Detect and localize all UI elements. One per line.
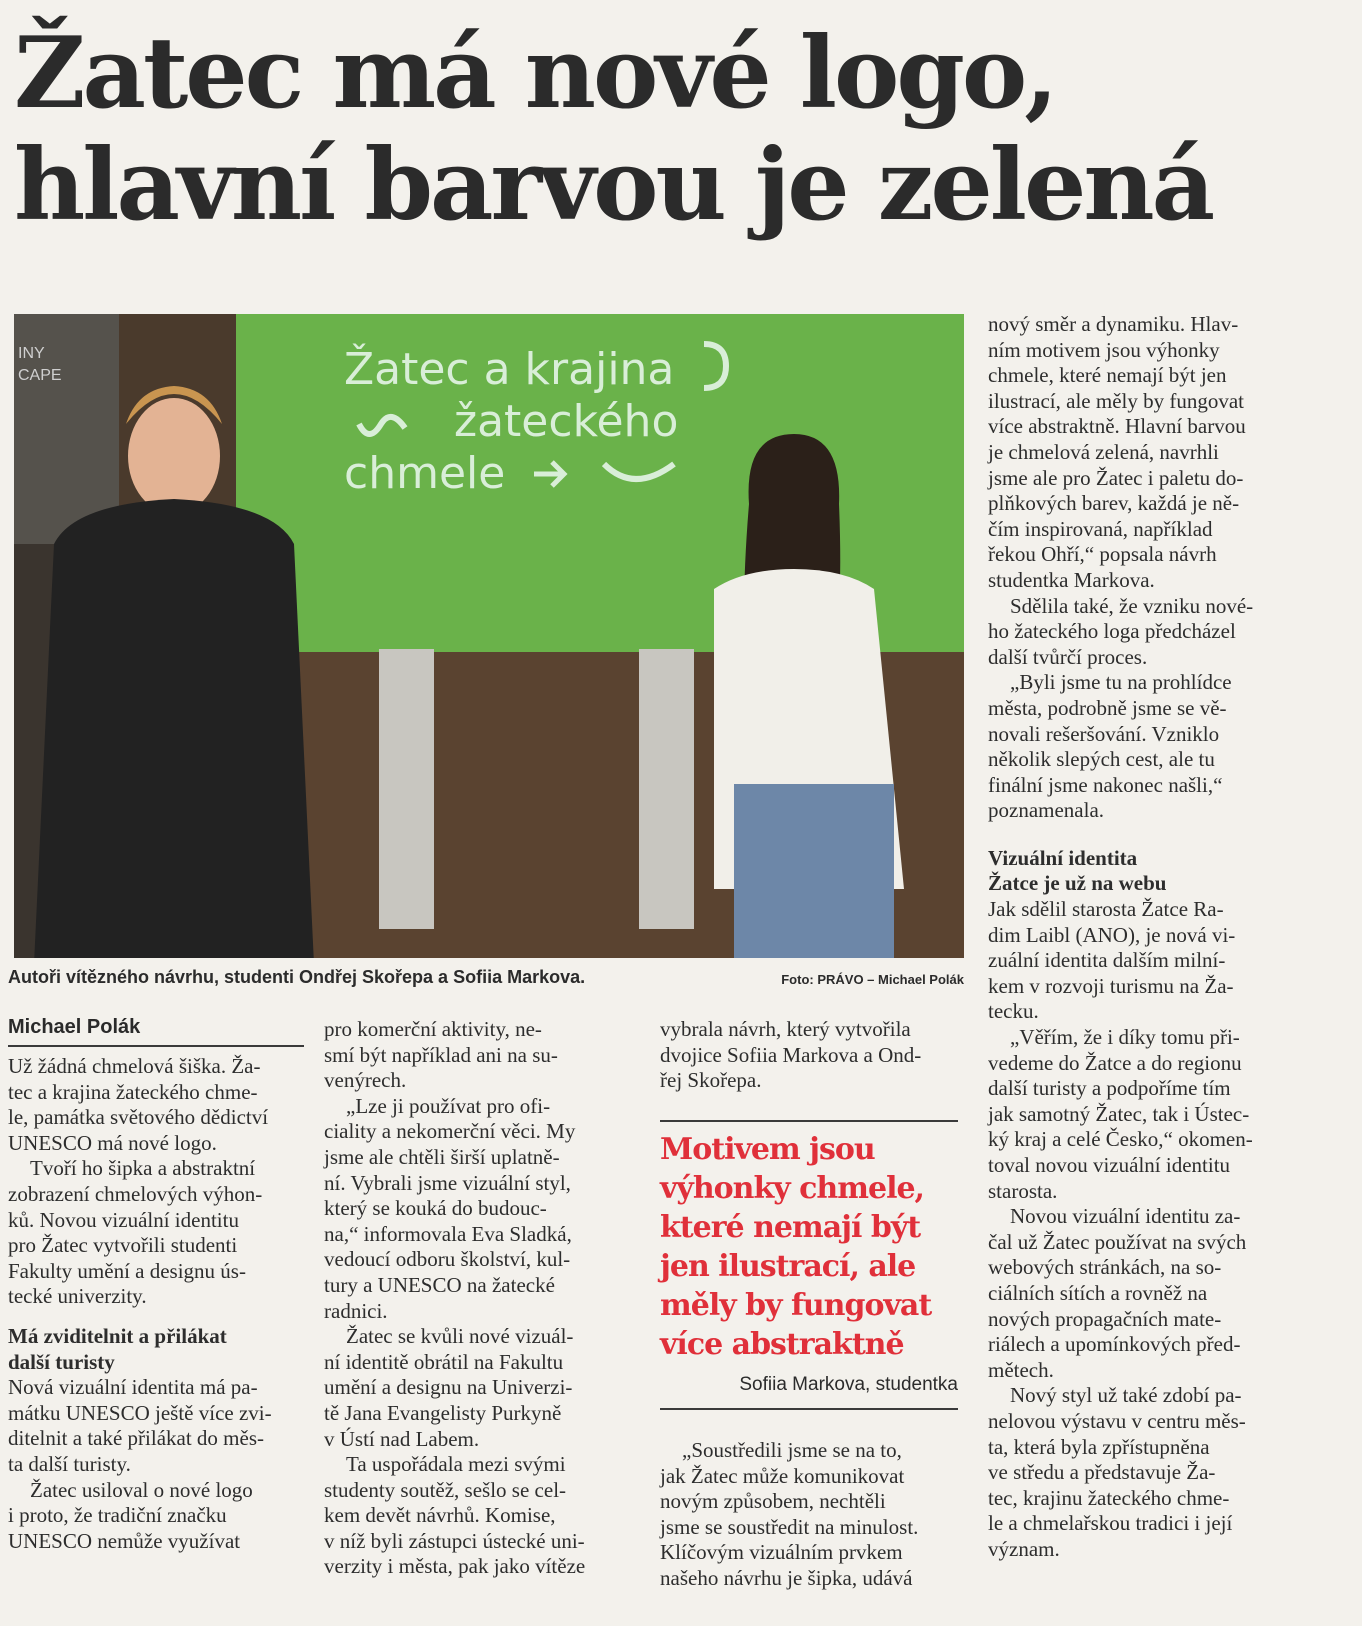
photo-credit: Foto: PRÁVO – Michael Polák	[781, 972, 964, 987]
paragraph: nový směr a dynamiku. Hlav- ním motivem jsou výhonky chmele, které nemají být jen ilustrací, ale měly by fungovat více abstraktně. Hlavní barvou je chmelová zelená, navrhli jsme ale pro Žatec i paletu do- plňkových barev, každá je ně- čím inspirovaná, například řekou Ohří,“ popsala návrh studentka Markova.	[988, 312, 1246, 592]
paragraph: Sdělila také, že vzniku nové- ho žateckého loga předcházel další tvůrčí proces.	[988, 593, 1254, 669]
column-1	[8, 1054, 308, 1554]
pullquote-rule-top	[660, 1120, 958, 1122]
column-2	[324, 1017, 634, 1580]
pullquote-rule-bottom	[660, 1408, 958, 1410]
paragraph: „Věřím, že i díky tomu při- vedeme do Žatce a do regionu další turisty a podpoříme tím jak samotný Žatec, tak i Ústec- ký kraj a celé Česko,“ okomen- toval novou vizuální identitu starosta.	[988, 1025, 1253, 1203]
headline-line-1: Žatec má nové logo,	[14, 16, 1056, 131]
paragraph: pro komerční aktivity, ne- smí být například ani na su- venýrech.	[324, 1017, 558, 1093]
headline-line-2: hlavní barvou je zelená	[14, 128, 1213, 243]
paragraph: Novou vizuální identitu za- čal už Žatec používat na svých webových stránkách, na so- ciálních sítích a rovněž na nových propagačních mate- riálech a upomínkových před- mětech.	[988, 1204, 1247, 1382]
stand-right	[639, 649, 694, 929]
paragraph: „Byli jsme tu na prohlídce města, podrobně jsme se vě- novali rešeršování. Vzniklo několik slepých cest, ale tu finální jsme nakonec našli,“ poznamenala.	[988, 670, 1232, 823]
photo-illustration	[14, 314, 964, 958]
paragraph: Žatec usiloval o nové logo i proto, že tradiční značku UNESCO nemůže využívat	[8, 1477, 253, 1553]
paragraph: Žatec se kvůli nové vizuál- ní identitě obrátil na Fakultu umění a designu na Univerzi- tě Jana Evangelisty Purkyně v Ústí nad Labem.	[324, 1324, 574, 1451]
subheading: Má zviditelnit a přilákat další turisty	[8, 1323, 227, 1374]
stand-left	[379, 649, 434, 929]
paragraph: „Soustředili jsme se na to, jak Žatec může komunikovat novým způsobem, nechtěli jsme se soustředit na minulost. Klíčovým vizuálním prvkem našeho návrhu je šipka, udává	[660, 1438, 919, 1590]
headline	[14, 18, 1344, 242]
column-3-continued	[660, 1438, 960, 1592]
article-photo	[14, 314, 964, 958]
screen-line-1: Žatec a krajina	[344, 344, 675, 395]
paragraph: Ta uspořádala mezi svými studenty soutěž, sešlo se cel- kem devět návrhů. Komise, v níž byli zástupci ústecké uni- verzity i města, pak jako vítěze	[324, 1452, 586, 1579]
photo-caption: Autoři vítězného návrhu, studenti Ondřej Skořepa a Sofiia Markova.	[8, 967, 586, 987]
wall-text-2: CAPE	[18, 367, 62, 384]
paragraph: Tvoří ho šipka a abstraktní zobrazení chmelových výhon- ků. Novou vizuální identitu pro Žatec vytvořili studenti Fakulty umění a designu ús- tecké univerzity.	[8, 1156, 263, 1309]
paragraph: Jak sdělil starosta Žatce Ra- dim Laibl (ANO), je nová vi- zuální identita dalším milní- kem v rozvoji turismu na Ža- tecku.	[988, 897, 1236, 1024]
byline-rule	[8, 1045, 304, 1047]
wall-text-1: INY	[18, 345, 45, 362]
pull-quote: Motivem jsou výhonky chmele, které nemají být jen ilustrací, ale měly by fungovat více abstraktně	[660, 1132, 932, 1362]
paragraph: „Lze ji používat pro ofi- ciality a nekomerční věci. My jsme ale chtěli širší uplatně- ní. Vybrali jsme vizuální styl, který se kouká do budouc- na,“ informovala Eva Sladká, vedoucí odboru školství, kul- tury a UNESCO na žatecké radnici.	[324, 1093, 576, 1323]
subheading: Vizuální identita Žatce je už na webu	[988, 845, 1167, 896]
screen-line-3: chmele	[344, 448, 506, 499]
paragraph: Nová vizuální identita má pa- mátku UNESCO ještě více zvi- ditelnit a také přilákat do měs- ta další turisty.	[8, 1375, 272, 1476]
author-byline: Michael Polák	[8, 1016, 141, 1038]
screen-line-2: žateckého	[454, 396, 679, 447]
lead-paragraph: Už žádná chmelová šiška. Ža- tec a krajina žateckého chme- le, památka světového dědictví UNESCO má nové logo.	[8, 1054, 269, 1155]
column-3	[660, 1017, 960, 1094]
paragraph: Nový styl už také zdobí pa- nelovou výstavu v centru měs- ta, která byla zpřístupněna ve středu a představuje Ža- tec, krajinu žateckého chme- le a chmelařskou tradici i její význam.	[988, 1383, 1246, 1561]
paragraph: vybrala návrh, který vytvořila dvojice Sofiia Markova a Ond- řej Skořepa.	[660, 1017, 922, 1093]
pull-quote-attribution: Sofiia Markova, studentka	[739, 1374, 958, 1395]
column-4	[988, 312, 1294, 1563]
